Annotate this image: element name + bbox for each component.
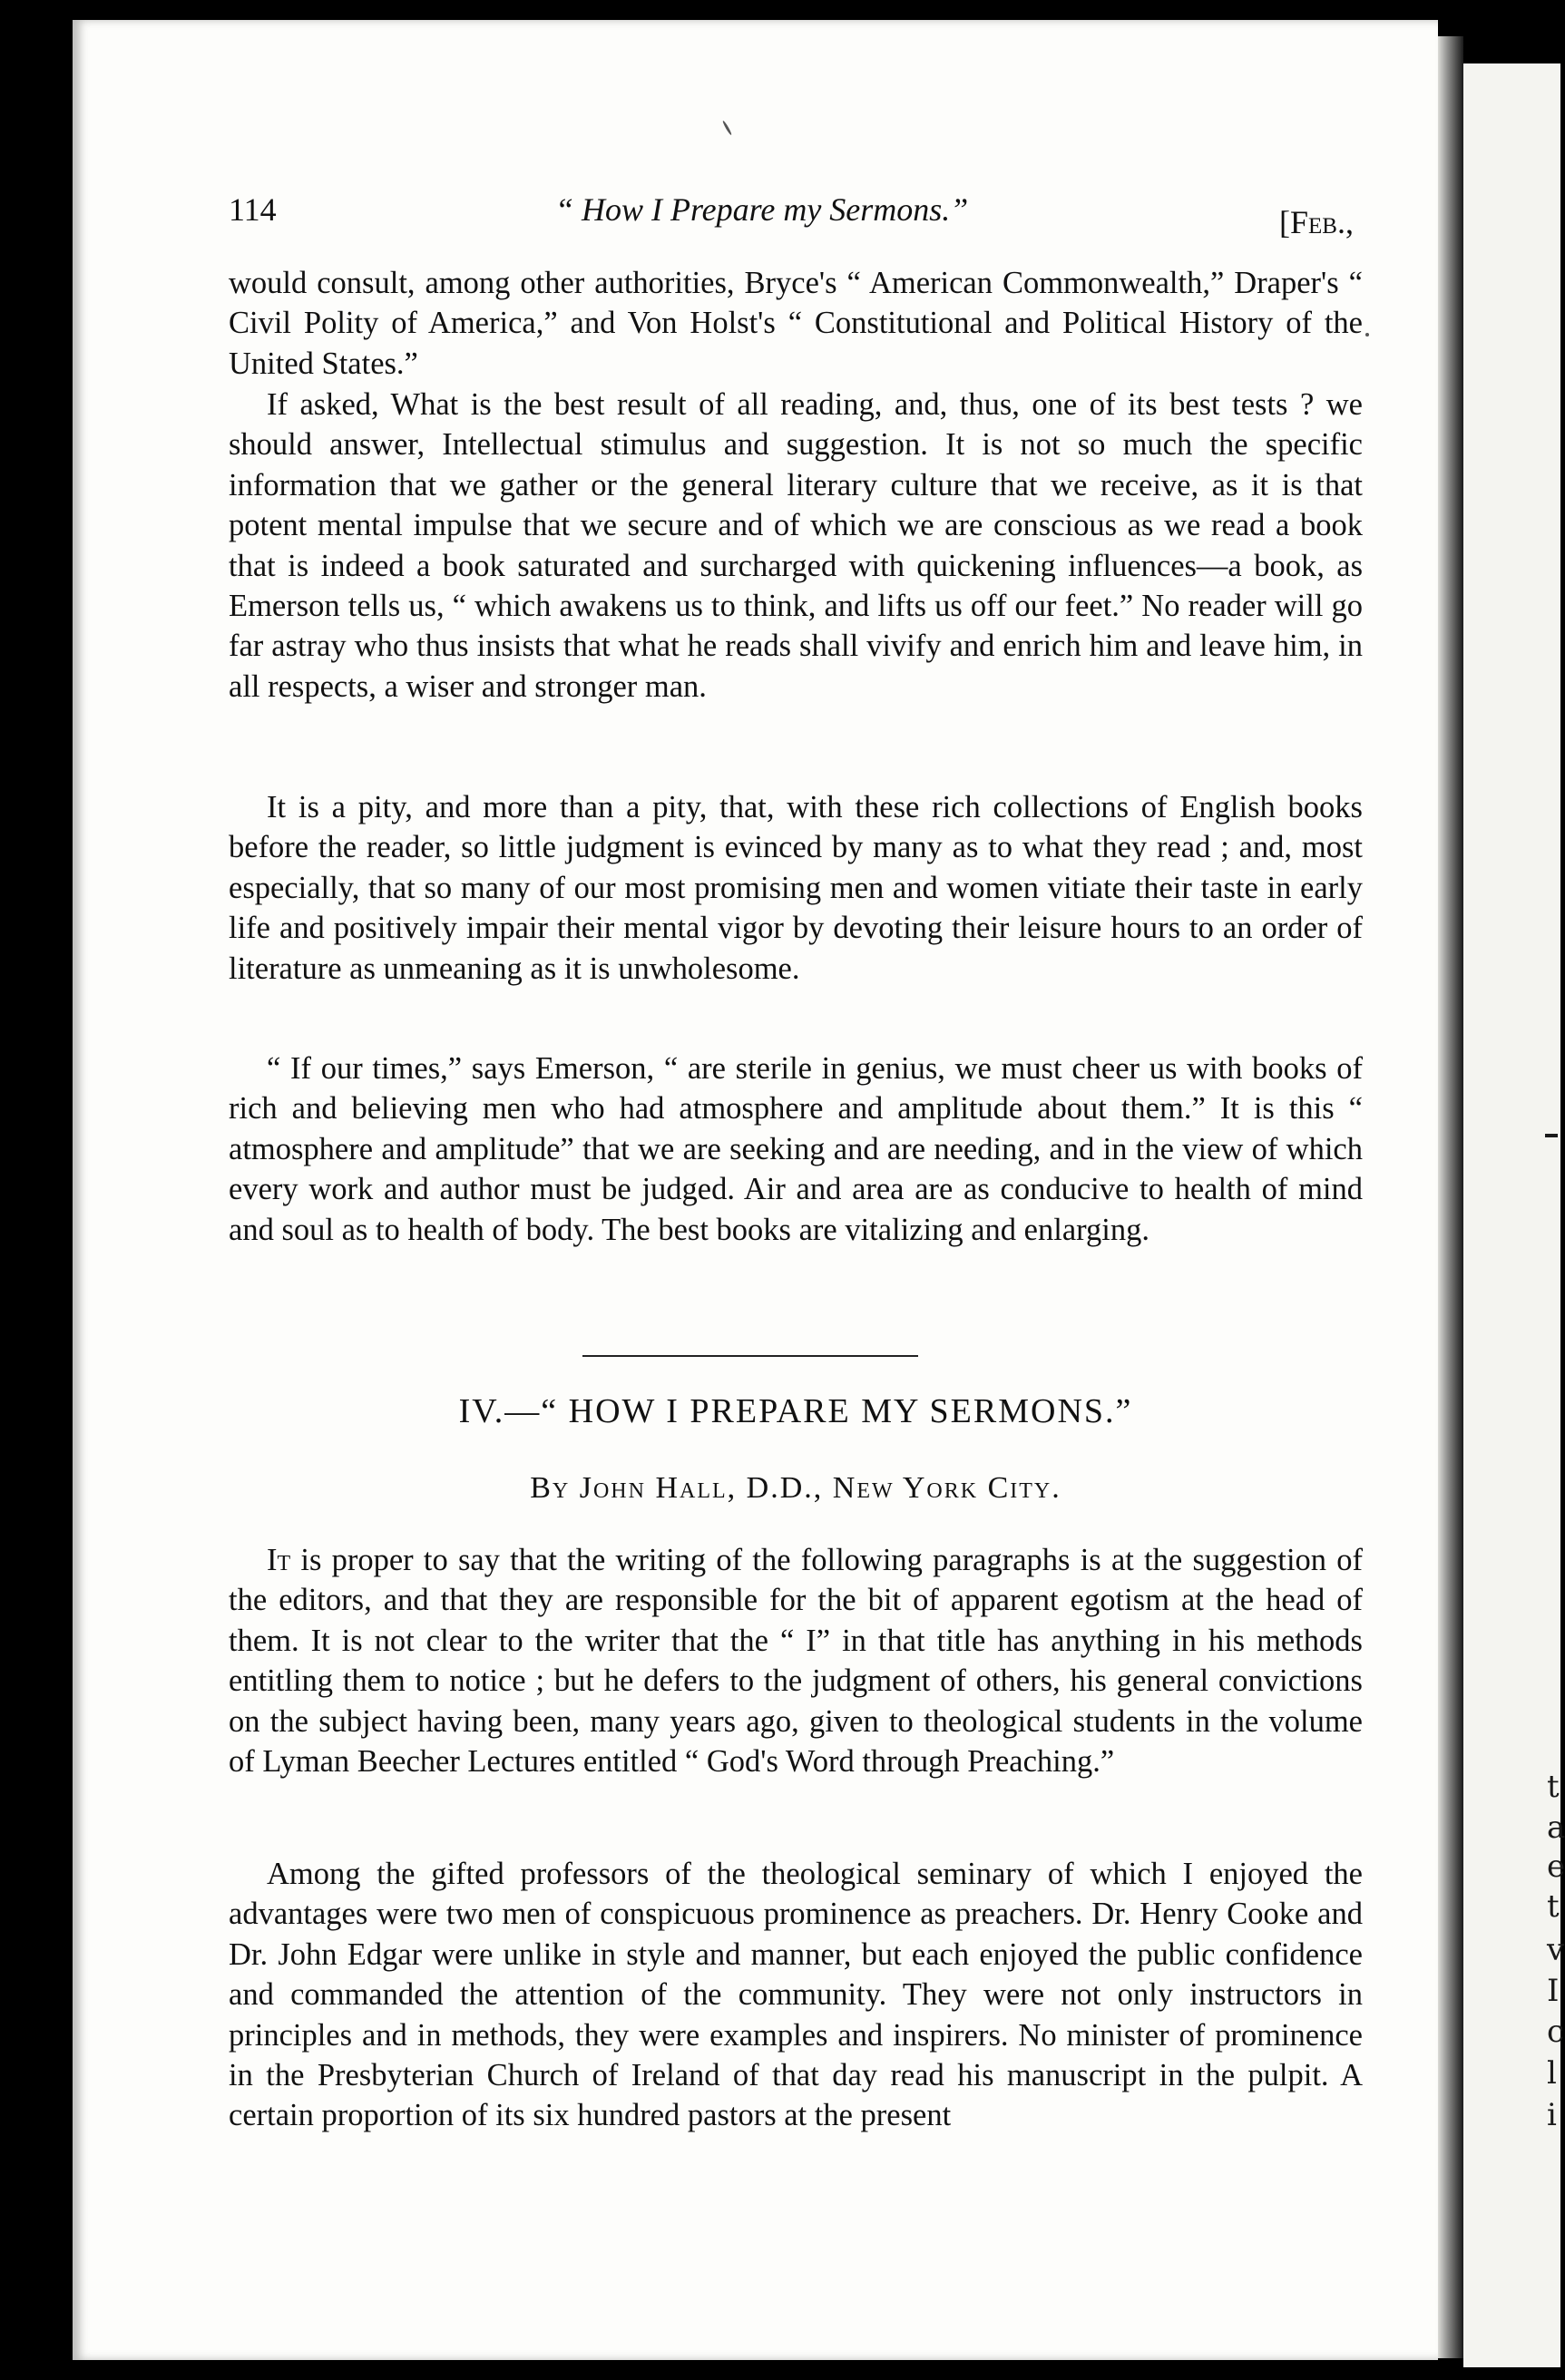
- page-number: 114: [229, 191, 277, 228]
- paragraph-intro-text: is proper to say that the writing of the following paragraphs is at the suggestion of the editors, and that they are responsible for the bit of apparent egotism at the head of them. It is not clear to the writer that the “ I” in that title has anything in his methods entitling them to notice ; but he defers to the judgment of others, his general convictions on the subject having been, many years ago, given to theological students in the volume of Lyman Beecher Lectures entitled “ God's Word through Preaching.”: [229, 1543, 1363, 1780]
- adjacent-page-glyph: c: [1547, 2014, 1565, 2050]
- scan-speck: [1365, 333, 1369, 337]
- book-page: [73, 20, 1438, 2360]
- adjacent-page-glyph: i: [1547, 2097, 1557, 2133]
- adjacent-page-glyph: t: [1547, 1888, 1560, 1925]
- article-title: IV.—“ HOW I PREPARE MY SERMONS.”: [458, 1392, 1133, 1430]
- adjacent-page-glyph: I: [1547, 1973, 1560, 2009]
- paragraph-intro: [229, 1540, 1363, 1781]
- adjacent-page-glyph: t: [1547, 1769, 1560, 1805]
- paragraph-pity: It is a pity, and more than a pity, that, with these rich collections of English books before the reader, so little judgment is evinced by many as to what they read ; and, most especially, that so many of our most promising men and women vitiate their taste in early life and positively impair their mental vigor by devoting their leisure hours to an order of literature as unmeaning as it is unwholesome.: [229, 790, 1363, 986]
- adjacent-page-glyph: v: [1547, 1932, 1565, 1968]
- section-divider: [582, 1355, 918, 1357]
- adjacent-page-dash: [1545, 1134, 1558, 1137]
- adjacent-page-glyph: e: [1547, 1848, 1565, 1885]
- adjacent-page-fragment: [1463, 63, 1565, 2367]
- running-title: “ How I Prepare my Sermons.”: [555, 191, 969, 228]
- article-byline: By John Hall, D.D., New York City.: [530, 1471, 1061, 1505]
- paragraph-professors: Among the gifted professors of the theological seminary of which I enjoyed the advantages were two men of conspicuous prominence as preachers. Dr. Henry Cooke and Dr. John Edgar were unlike in style and manner, but each enjoyed the public confidence and commanded the attention of the community. They were not only instructors in principles and in methods, they were examples and inspirers. No minister of prominence in the Presbyterian Church of Ireland of that day read his manuscript in the pulpit. A certain proportion of its six hundred pastors at the present: [229, 1857, 1363, 2133]
- page-gutter-edge: [1438, 36, 1463, 2358]
- paragraph-lead-word: It: [267, 1543, 291, 1577]
- scan-speck: [722, 120, 733, 135]
- adjacent-page-glyph: a: [1547, 1809, 1565, 1846]
- paragraph-continued: would consult, among other authorities, Bryce's “ American Commonwealth,” Draper's “ Civil Polity of America,” and Von Holst's “ Constitutional and Political History of the United States.”: [229, 266, 1363, 381]
- running-head: [229, 190, 1363, 245]
- paragraph-reading-tests: If asked, What is the best result of all reading, and, thus, one of its best tests ? we should answer, Intellectual stimulus and suggestion. It is not so much the specific information that we gather or the general literary culture that we receive, as it is that potent mental impulse that we secure and of which we are conscious as we read a book that is indeed a book saturated and surcharged with quickening influences—a book, as Emerson tells us, “ which awakens us to think, and lifts us off our feet.” No reader will go far astray who thus insists that what he reads shall vivify and enrich him and leave him, in all respects, a wiser and stronger man.: [229, 387, 1363, 704]
- adjacent-page-glyph: l: [1547, 2055, 1557, 2092]
- paragraph-emerson-quote: “ If our times,” says Emerson, “ are sterile in genius, we must cheer us with books of rich and believing men who had atmosphere and amplitude about them.” It is this “ atmosphere and amplitude” that we are seeking and are needing, and in the view of which every work and author must be judged. Air and area are as conducive to health of mind and soul as to health of body. The best books are vitalizing and enlarging.: [229, 1051, 1363, 1247]
- running-month: [Feb.,: [1279, 204, 1354, 240]
